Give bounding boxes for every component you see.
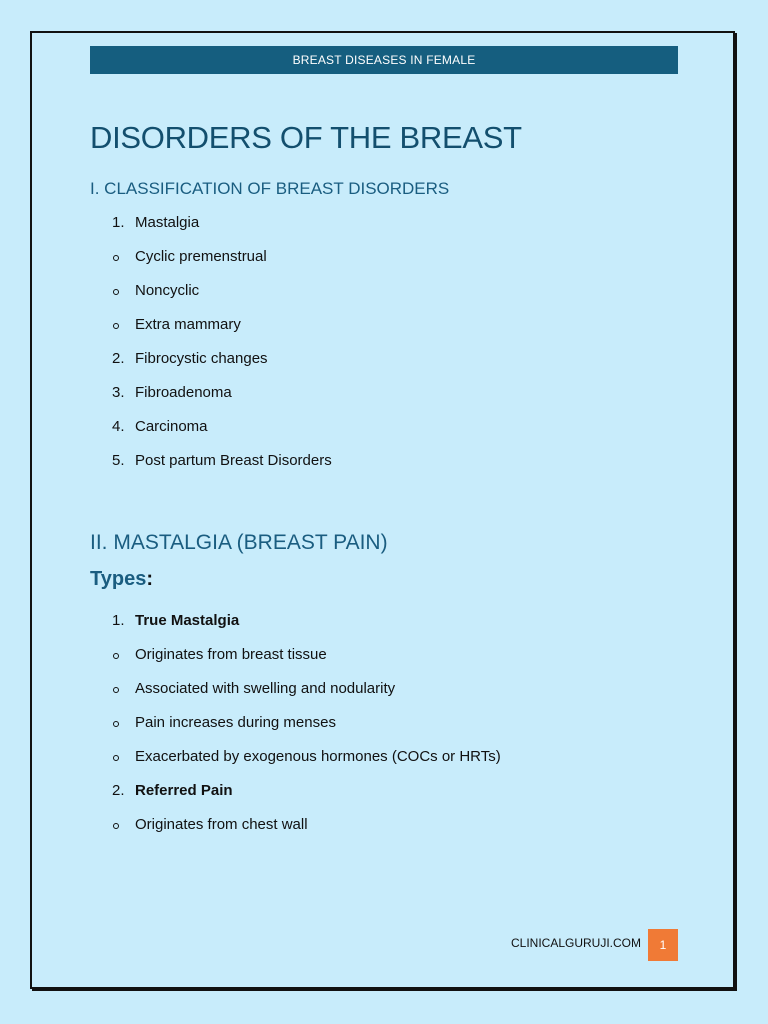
sub-list-item-label: Pain increases during menses bbox=[135, 714, 336, 731]
classification-list bbox=[90, 206, 690, 478]
footer-site-name: CLINICALGURUJI.COM bbox=[510, 936, 641, 950]
mastalgia-sub-list bbox=[90, 240, 690, 342]
referred-pain-sub-list bbox=[90, 808, 690, 842]
hollow-bullet-icon bbox=[113, 687, 119, 693]
hollow-bullet-icon bbox=[113, 255, 119, 261]
page-number-badge bbox=[648, 929, 678, 961]
sub-list-item bbox=[90, 240, 690, 274]
list-item-label: Fibrocystic changes bbox=[135, 350, 268, 367]
sub-list-container bbox=[90, 240, 690, 342]
sub-list-item bbox=[90, 638, 690, 672]
hollow-bullet-icon bbox=[113, 653, 119, 659]
list-item-label: Referred Pain bbox=[135, 782, 233, 799]
list-item-number: 3. bbox=[112, 384, 125, 401]
sub-list-item-label: Extra mammary bbox=[135, 316, 241, 333]
sub-list-item bbox=[90, 308, 690, 342]
list-item-label: Post partum Breast Disorders bbox=[135, 452, 332, 469]
hollow-bullet-icon bbox=[113, 289, 119, 295]
list-item-number: 1. bbox=[112, 214, 125, 231]
sub-list-container bbox=[90, 808, 690, 842]
list-item bbox=[90, 604, 690, 638]
sub-list-container bbox=[90, 638, 690, 774]
sub-list-item bbox=[90, 740, 690, 774]
sub-list-item-label: Exacerbated by exogenous hormones (COCs or HRTs) bbox=[135, 748, 501, 765]
sub-list-item bbox=[90, 274, 690, 308]
true-mastalgia-sub-list bbox=[90, 638, 690, 774]
list-item-label: Carcinoma bbox=[135, 418, 208, 435]
section-heading-classification: I. CLASSIFICATION OF BREAST DISORDERS bbox=[90, 179, 450, 198]
document-body bbox=[90, 116, 690, 842]
list-item bbox=[90, 376, 690, 410]
list-item-number: 5. bbox=[112, 452, 125, 469]
list-item-label: Fibroadenoma bbox=[135, 384, 232, 401]
sub-list-item-label: Originates from chest wall bbox=[135, 816, 308, 833]
list-item-number: 1. bbox=[112, 612, 125, 629]
types-subheading bbox=[90, 566, 690, 592]
sub-list-item-label: Noncyclic bbox=[135, 282, 200, 299]
document-title: DISORDERS OF THE BREAST bbox=[90, 120, 522, 155]
mastalgia-types-list bbox=[90, 604, 690, 842]
list-item bbox=[90, 410, 690, 444]
running-header-title: BREAST DISEASES IN FEMALE bbox=[292, 53, 476, 67]
list-item bbox=[90, 444, 690, 478]
list-item bbox=[90, 342, 690, 376]
section-heading-mastalgia: II. MASTALGIA (BREAST PAIN) bbox=[90, 531, 388, 554]
sub-list-item-label: Originates from breast tissue bbox=[135, 646, 327, 663]
list-item bbox=[90, 206, 690, 240]
sub-list-item-label: Cyclic premenstrual bbox=[135, 248, 267, 265]
list-item-number: 2. bbox=[112, 782, 125, 799]
list-item-number: 2. bbox=[112, 350, 125, 367]
list-item-number: 4. bbox=[112, 418, 125, 435]
list-item-label: True Mastalgia bbox=[135, 612, 240, 629]
hollow-bullet-icon bbox=[113, 823, 119, 829]
hollow-bullet-icon bbox=[113, 721, 119, 727]
list-item-label: Mastalgia bbox=[135, 214, 200, 231]
types-subheading-label: Types bbox=[90, 568, 147, 590]
page-number: 1 bbox=[659, 938, 667, 952]
sub-list-item bbox=[90, 706, 690, 740]
types-subheading-colon: : bbox=[146, 568, 153, 590]
hollow-bullet-icon bbox=[113, 755, 119, 761]
sub-list-item-label: Associated with swelling and nodularity bbox=[135, 680, 396, 697]
sub-list-item bbox=[90, 808, 690, 842]
hollow-bullet-icon bbox=[113, 323, 119, 329]
running-header bbox=[90, 46, 678, 74]
list-item bbox=[90, 774, 690, 808]
sub-list-item bbox=[90, 672, 690, 706]
